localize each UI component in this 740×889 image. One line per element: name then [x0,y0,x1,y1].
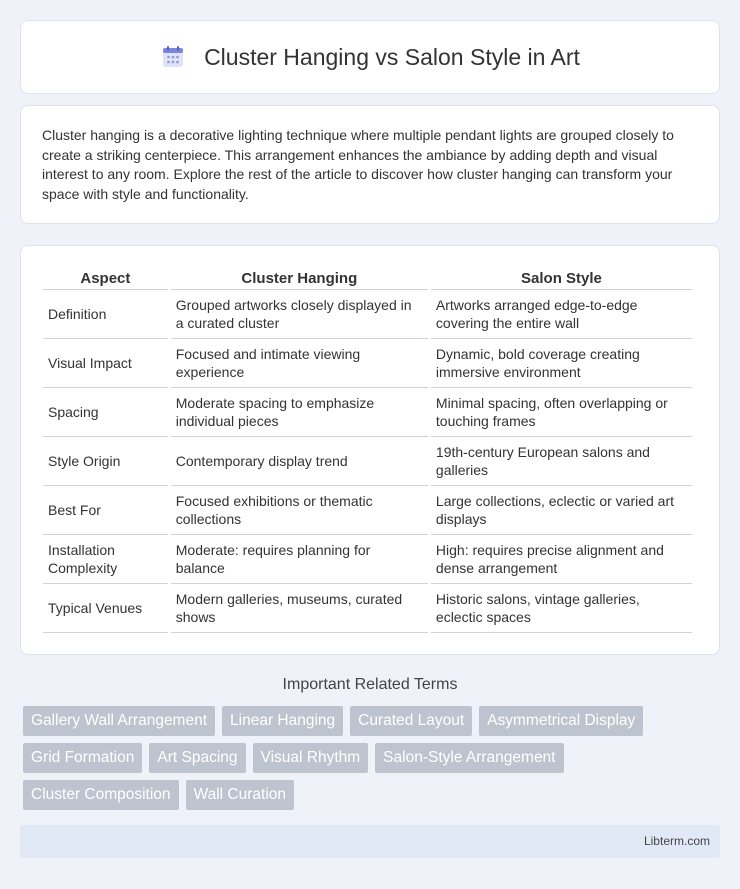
related-terms-title: Important Related Terms [282,676,458,693]
calendar-grid-icon [160,44,186,70]
tag-asymmetrical-display[interactable]: Asymmetrical Display [479,706,643,736]
row-aspect: Installation Complexity [43,535,168,584]
row-cluster-value: Contemporary display trend [171,437,428,486]
tag-linear-hanging[interactable]: Linear Hanging [222,706,343,736]
row-aspect: Definition [43,290,168,339]
table-row [43,388,692,437]
row-aspect: Visual Impact [43,339,168,388]
row-salon-value: Minimal spacing, often overlapping or touching frames [431,388,692,437]
footer [20,825,720,858]
tag-curated-layout[interactable]: Curated Layout [350,706,472,736]
intro-card [20,105,720,224]
table-row [43,535,692,584]
header-card [20,20,720,94]
row-aspect: Best For [43,486,168,535]
table-row [43,584,692,633]
row-cluster-value: Moderate: requires planning for balance [171,535,428,584]
row-aspect: Style Origin [43,437,168,486]
row-cluster-value: Focused exhibitions or thematic collections [171,486,428,535]
table-row [43,290,692,339]
table-row [43,339,692,388]
comparison-card [20,245,720,655]
row-salon-value: High: requires precise alignment and dense arrangement [431,535,692,584]
header-aspect: Aspect [43,264,168,290]
related-terms-list [23,706,723,810]
table-row [43,486,692,535]
comparison-table [40,264,695,633]
header-cluster-hanging: Cluster Hanging [171,264,428,290]
row-salon-value: Historic salons, vintage galleries, eclectic spaces [431,584,692,633]
table-header-row [43,264,692,290]
tag-cluster-composition[interactable]: Cluster Composition [23,780,179,810]
row-cluster-value: Grouped artworks closely displayed in a curated cluster [171,290,428,339]
intro-text: Cluster hanging is a decorative lighting technique where multiple pendant lights are grouped closely to create a striking centerpiece. This arrangement enhances the ambiance by adding depth and visual interest to any room. Explore the rest of the article to discover how cluster hanging can transform your space with style and functionality. [42,127,674,202]
tag-art-spacing[interactable]: Art Spacing [149,743,245,773]
table-row [43,437,692,486]
tag-wall-curation[interactable]: Wall Curation [186,780,294,810]
tag-gallery-wall-arrangement[interactable]: Gallery Wall Arrangement [23,706,215,736]
row-cluster-value: Moderate spacing to emphasize individual pieces [171,388,428,437]
footer-site-link[interactable]: Libterm.com [643,834,710,848]
row-cluster-value: Focused and intimate viewing experience [171,339,428,388]
row-cluster-value: Modern galleries, museums, curated shows [171,584,428,633]
row-aspect: Typical Venues [43,584,168,633]
tag-visual-rhythm[interactable]: Visual Rhythm [253,743,369,773]
row-salon-value: Dynamic, bold coverage creating immersive environment [431,339,692,388]
header-salon-style: Salon Style [431,264,692,290]
tag-salon-style-arrangement[interactable]: Salon-Style Arrangement [375,743,563,773]
row-salon-value: Large collections, eclectic or varied art displays [431,486,692,535]
tag-grid-formation[interactable]: Grid Formation [23,743,142,773]
row-salon-value: Artworks arranged edge-to-edge covering the entire wall [431,290,692,339]
page-title: Cluster Hanging vs Salon Style in Art [204,43,580,70]
row-aspect: Spacing [43,388,168,437]
row-salon-value: 19th-century European salons and galleries [431,437,692,486]
